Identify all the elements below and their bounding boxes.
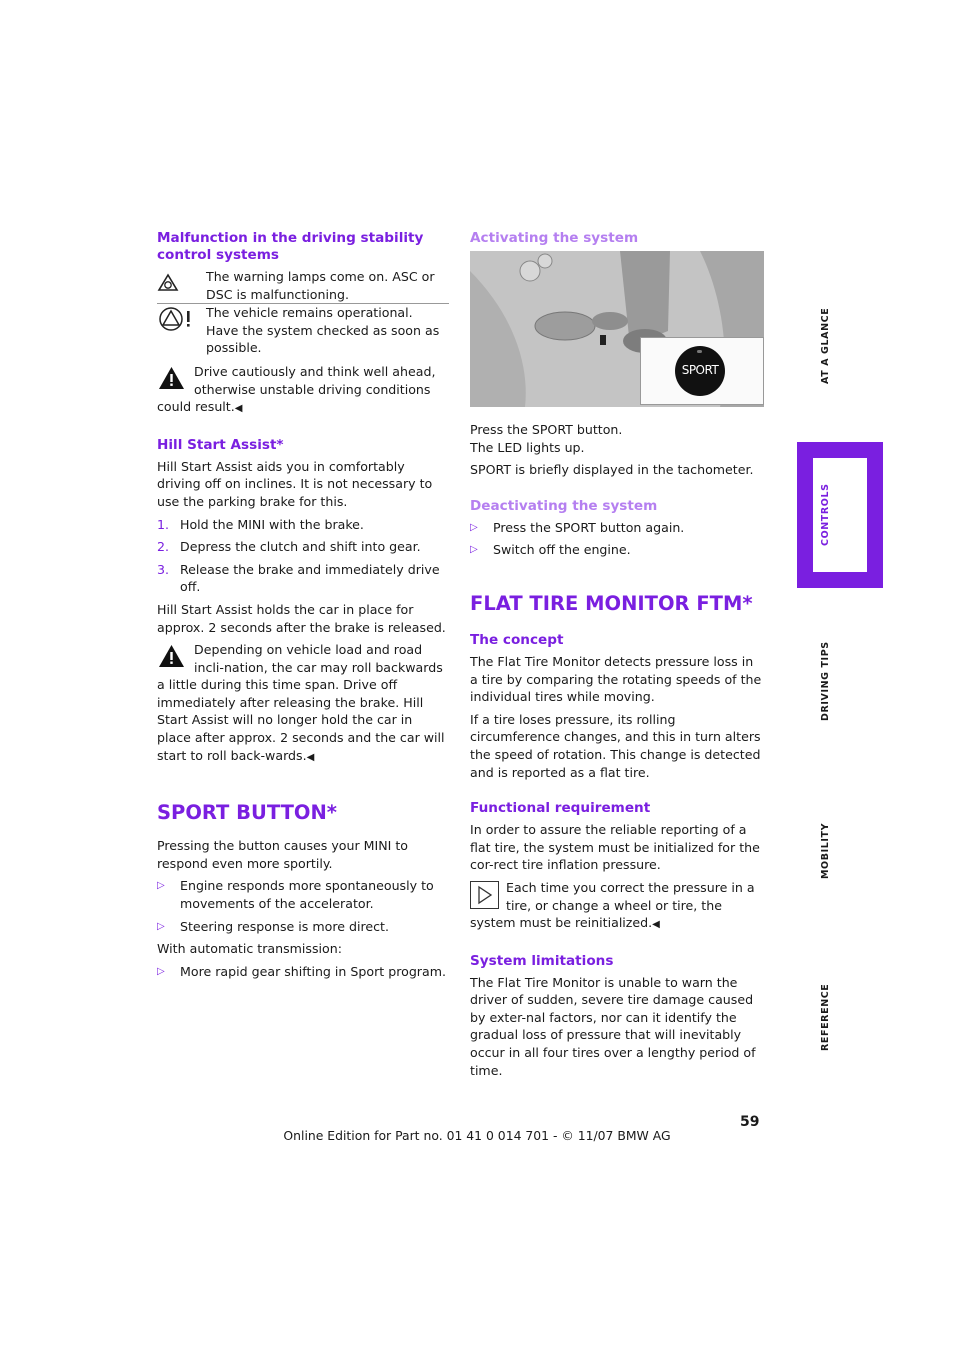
warning-triangle-icon <box>157 365 186 391</box>
note-text: Each time you correct the pressure in a tire, or change a wheel or tire, the system must be reinitialized. <box>470 879 755 931</box>
end-mark-icon: ◀ <box>652 919 660 931</box>
end-mark-icon: ◀ <box>234 403 243 415</box>
hill-intro: Hill Start Assist aids you in comfortably driving off on inclines. It is not necessary to use the parking brake for this. <box>157 458 433 509</box>
sport-intro: Pressing the button causes your MINI to respond even more sportily. <box>157 838 409 871</box>
warning-triangle-icon <box>157 643 186 669</box>
bullet-triangle-icon: ▷ <box>157 920 165 932</box>
functional-requirement-heading: Functional requirement <box>470 800 651 817</box>
bullet-triangle-icon: ▷ <box>157 880 165 892</box>
sport-bullet <box>157 918 449 936</box>
page-number: 59 <box>740 1114 760 1130</box>
warning-text-1: Drive cautiously and think well ahead, otherwise unstable driving conditions could result. <box>157 363 436 415</box>
warning-block-1 <box>157 363 449 418</box>
led-indicator <box>697 350 702 353</box>
functional-paragraph: In order to assure the reliable reporting of a flat tire, the system must be initialized for the cor-rect tire inflation pressure. <box>470 822 760 873</box>
sport-bullet-text: Engine responds more spontaneously to movements of the accelerator. <box>180 878 434 912</box>
bullet-triangle-icon: ▷ <box>157 965 165 977</box>
step-text: Release the brake and immediately drive off. <box>180 561 440 595</box>
malfunction-heading: Malfunction in the driving stability control systems <box>157 230 424 263</box>
step-number: 3. <box>157 561 170 577</box>
asc-dsc-lamp-icon <box>157 268 197 298</box>
sport-button-heading: SPORT BUTTON* <box>157 801 337 825</box>
footer-text: Online Edition for Part no. 01 41 0 014 701 - © 11/07 BMW AG <box>283 1128 671 1143</box>
sidebar-item-at-a-glance[interactable]: AT A GLANCE <box>820 307 831 384</box>
auto-bullet-text: More rapid gear shifting in Sport program. <box>180 963 446 979</box>
system-limitations-heading: System limitations <box>470 952 614 969</box>
sidebar-item-driving-tips[interactable]: DRIVING TIPS <box>820 641 831 721</box>
sport-button-inset <box>640 337 764 405</box>
deactivating-heading: Deactivating the system <box>470 497 658 514</box>
bullet-triangle-icon: ▷ <box>470 521 478 533</box>
end-mark-icon: ◀ <box>306 751 315 763</box>
sport-button-photo <box>470 251 764 407</box>
lamp-text-1: The warning lamps come on. ASC or DSC is malfunctioning. <box>206 269 435 302</box>
concept-heading: The concept <box>470 631 564 648</box>
warning-text-2: Depending on vehicle load and road incli-nation, the car may roll backwards a little during this time span. Drive off immediately after releasing the brake. Hill Start Assist will no longer hold the car in place after approx. 2 seconds and the car will start to roll back-wards. <box>157 642 445 763</box>
step-item <box>157 561 449 596</box>
concept-paragraph-2: If a tire loses pressure, its rolling circumference changes, and this in turn alters the speed of rotation. This change is detected and is reported as a flat tire. <box>470 711 761 780</box>
ftm-heading: FLAT TIRE MONITOR FTM* <box>470 591 753 615</box>
lamp-row-2 <box>157 304 449 357</box>
hill-start-heading: Hill Start Assist* <box>157 436 284 453</box>
auto-transmission-text: With automatic transmission: <box>157 941 342 957</box>
step-item <box>157 516 449 534</box>
sport-bullet <box>157 877 449 912</box>
step-number: 1. <box>157 516 170 532</box>
led-text: The LED lights up. <box>470 439 585 455</box>
deactivate-bullet <box>470 519 762 537</box>
right-column <box>470 230 762 1084</box>
step-text: Depress the clutch and shift into gear. <box>180 539 421 555</box>
left-column <box>157 230 449 985</box>
asc-dsc-warning-lamp-icon <box>157 304 197 334</box>
auto-bullet <box>157 963 449 981</box>
hill-hold-text: Hill Start Assist holds the car in place for approx. 2 seconds after the brake is released. <box>157 601 446 635</box>
step-item <box>157 538 449 556</box>
sidebar-item-reference[interactable]: REFERENCE <box>820 983 831 1051</box>
sidebar-item-mobility[interactable]: MOBILITY <box>820 822 831 879</box>
step-number: 2. <box>157 539 170 555</box>
bullet-triangle-icon: ▷ <box>470 544 478 556</box>
tacho-text: SPORT is briefly displayed in the tachometer. <box>470 462 754 478</box>
lamp-row-1 <box>157 268 449 304</box>
sidebar-item-controls[interactable]: CONTROLS <box>820 483 831 546</box>
note-block <box>470 879 762 934</box>
deactivate-bullet-text: Switch off the engine. <box>493 542 631 558</box>
limitations-paragraph: The Flat Tire Monitor is unable to warn the driver of sudden, severe tire damage caused by exter-nal factors, nor can it identify the gradual loss of pressure that will inevitably occur in all four tires over a lengthy period of time. <box>470 974 756 1078</box>
deactivate-bullet <box>470 541 762 559</box>
sport-bullet-text: Steering response is more direct. <box>180 918 389 934</box>
activating-heading: Activating the system <box>470 230 639 246</box>
warning-block-2 <box>157 641 449 766</box>
press-text: Press the SPORT button. <box>470 422 623 437</box>
deactivate-bullet-text: Press the SPORT button again. <box>493 519 685 535</box>
lamp-text-2: The vehicle remains operational. Have the system checked as soon as possible. <box>206 305 440 356</box>
concept-paragraph-1: The Flat Tire Monitor detects pressure loss in a tire by comparing the rotating speeds of the individual tires while moving. <box>470 653 762 705</box>
step-text: Hold the MINI with the brake. <box>180 516 364 532</box>
note-arrow-icon <box>470 881 499 909</box>
sport-button-label: SPORT <box>675 346 725 396</box>
